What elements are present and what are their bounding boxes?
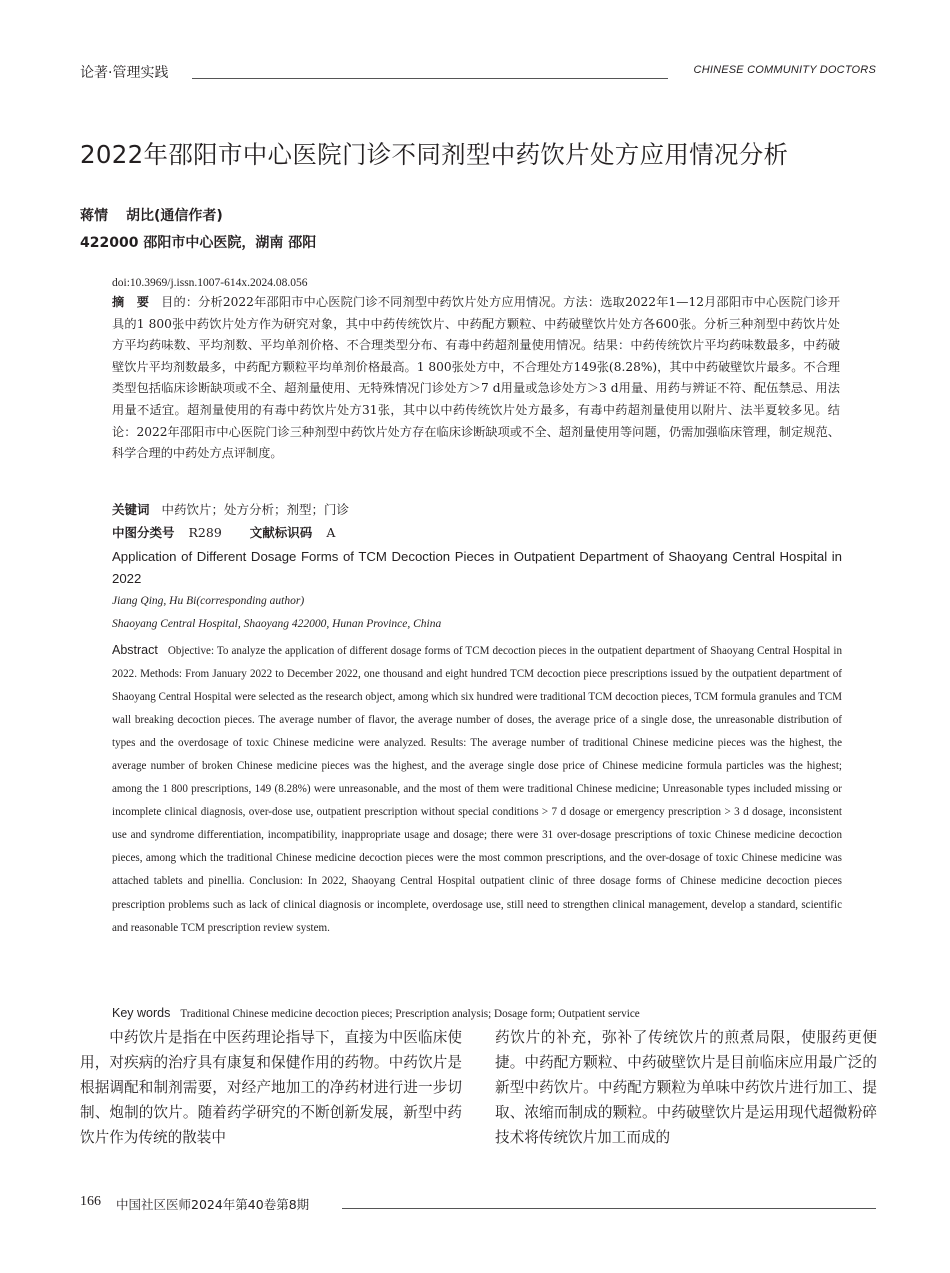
keywords-en-text: Traditional Chinese medicine decoction pieces; Prescription analysis; Dosage form; Outpatient service xyxy=(180,1008,640,1020)
page-footer xyxy=(80,1194,876,1214)
keywords-en-label: Key words xyxy=(112,1006,171,1020)
abstract-cn-text: 目的：分析2022年邵阳市中心医院门诊不同剂型中药饮片处方应用情况。方法：选取2022年1—12月邵阳市中心医院门诊开具的1 800张中药饮片处方作为研究对象，其中中药传统饮片、中药配方颗粒、中药破壁饮片处方各600张。分析三种剂型中药饮片处方平均药味数、平均剂数、平均单剂价格、不合理类型分布、有毒中药超剂量使用情况。结果：中药传统饮片平均药味数最多，中药破壁饮片平均剂数最多，中药配方颗粒平均单剂价格最高。1 800张处方中，不合理处方149张(8.28%)，其中中药破壁饮片最多。不合理类型包括临床诊断缺项或不全、超剂量使用、无特殊情况门诊处方＞7 d用量或急诊处方＞3 d用量、用药与辨证不符、配伍禁忌、用法用量不适宜。超剂量使用的有毒中药饮片处方31张，其中以中药传统饮片处方最多，有毒中药超剂量使用以附片、法半夏较多见。结论：2022年邵阳市中心医院门诊三种剂型中药饮片处方存在临床诊断缺项或不全、超剂量使用等问题，仍需加强临床管理，制定规范、科学合理的中药处方点评制度。 xyxy=(112,295,841,461)
abstract-en-text: Objective: To analyze the application of different dosage forms of TCM decoction pieces in the outpatient department of Shaoyang Central Hospital in 2022. Methods: From January 2022 to December 2022, one thousand and eight hundred TCM decoction piece prescriptions issued by the outpatient department of Shaoyang Central Hospital were selected as the research object, among which six hundred were traditional TCM decoction pieces, TCM formula granules and TCM wall breaking decoction pieces. The average number of flavor, the average number of doses, the average price of a single dose, the unreasonable distribution of types and the overdosage of toxic Chinese medicine were analyzed. Results: The average number of traditional Chinese medicine pieces was the highest, the average number of broken Chinese medicine pieces was the highest, and the average single dose price of Chinese medicine formula particles was the highest; among the 1 800 prescriptions, 149 (8.28%) were unreasonable, and the most of them were traditional Chinese medicine; Unreasonable types included missing or incomplete clinical diagnosis, over-dose use, outpatient prescription without special conditions > 7 d dosage or emergency prescription > 3 d dosage, inconsistent use and syndrome differentiation, incompatibility, inappropriate usage and dosage; there were 31 over-dosage prescriptions of toxic Chinese medicine decoction pieces, among which the traditional Chinese medicine decoction pieces were the most common prescriptions, and the over-dosage of toxic Chinese medicine was attached tablets and pinellia. Conclusion: In 2022, Shaoyang Central Hospital outpatient clinic of three dosage forms of Chinese medicine decoction pieces prescription problems such as lack of clinical diagnosis or incomplete, overdosage use, still need to strengthen clinical management, develop a standard, scientific and reasonable TCM prescription review system. xyxy=(112,645,842,934)
header-rule xyxy=(192,78,668,79)
abstract-en-label: Abstract xyxy=(112,643,158,657)
authors xyxy=(80,205,223,225)
section-label: 论著·管理实践 xyxy=(80,65,169,81)
abstract-en xyxy=(112,639,842,940)
body-column-right xyxy=(495,1025,877,1150)
doi: doi:10.3969/j.issn.1007-614x.2024.08.056 xyxy=(112,277,308,289)
page-number: 166 xyxy=(80,1194,101,1209)
author-1: 蒋情 xyxy=(80,208,108,224)
abstract-cn xyxy=(112,292,840,465)
doc-code-value: A xyxy=(326,525,336,540)
keywords-cn xyxy=(112,500,349,518)
keywords-cn-label: 关键词 xyxy=(112,502,150,517)
body-column-left xyxy=(80,1025,462,1150)
english-authors: Jiang Qing, Hu Bi(corresponding author) xyxy=(112,595,305,607)
article-title: 2022年邵阳市中心医院门诊不同剂型中药饮片处方应用情况分析 xyxy=(80,140,789,169)
english-title: Application of Different Dosage Forms of TCM Decoction Pieces in Outpatient Department of Shaoyang Central Hospital in 2022 xyxy=(112,549,842,586)
body-paragraph: 中药饮片是指在中医药理论指导下，直接为中医临床使用，对疾病的治疗具有康复和保健作用的药物。中药饮片是根据调配和制剂需要，对经产地加工的净药材进行进一步切制、炮制的饮片。随着药学研究的不断创新发展，新型中药饮片作为传统的散装中 xyxy=(80,1029,462,1146)
english-affiliation: Shaoyang Central Hospital, Shaoyang 422000, Hunan Province, China xyxy=(112,618,442,630)
abstract-cn-label: 摘 要 xyxy=(112,295,150,309)
journal-name-header: CHINESE COMMUNITY DOCTORS xyxy=(693,64,876,76)
body-paragraph-continued: 药饮片的补充，弥补了传统饮片的煎煮局限，使服药更便捷。中药配方颗粒、中药破壁饮片是目前临床应用最广泛的新型中药饮片。中药配方颗粒为单味中药饮片进行加工、提取、浓缩而制成的颗粒。中药破壁饮片是运用现代超微粉碎技术将传统饮片加工而成的 xyxy=(495,1029,877,1146)
clc-value: R289 xyxy=(188,525,222,540)
clc-label: 中图分类号 xyxy=(112,525,175,540)
author-2: 胡比(通信作者) xyxy=(126,208,223,224)
running-header xyxy=(80,62,876,82)
keywords-cn-text: 中药饮片；处方分析；剂型；门诊 xyxy=(161,502,350,517)
keywords-en xyxy=(112,1006,640,1020)
doc-code-label: 文献标识码 xyxy=(249,525,313,540)
affiliation: 422000 邵阳市中心医院，湖南 邵阳 xyxy=(80,235,317,251)
classification xyxy=(112,523,335,541)
journal-issue: 中国社区医师2024年第40卷第8期 xyxy=(116,1197,310,1212)
footer-rule xyxy=(342,1208,876,1209)
